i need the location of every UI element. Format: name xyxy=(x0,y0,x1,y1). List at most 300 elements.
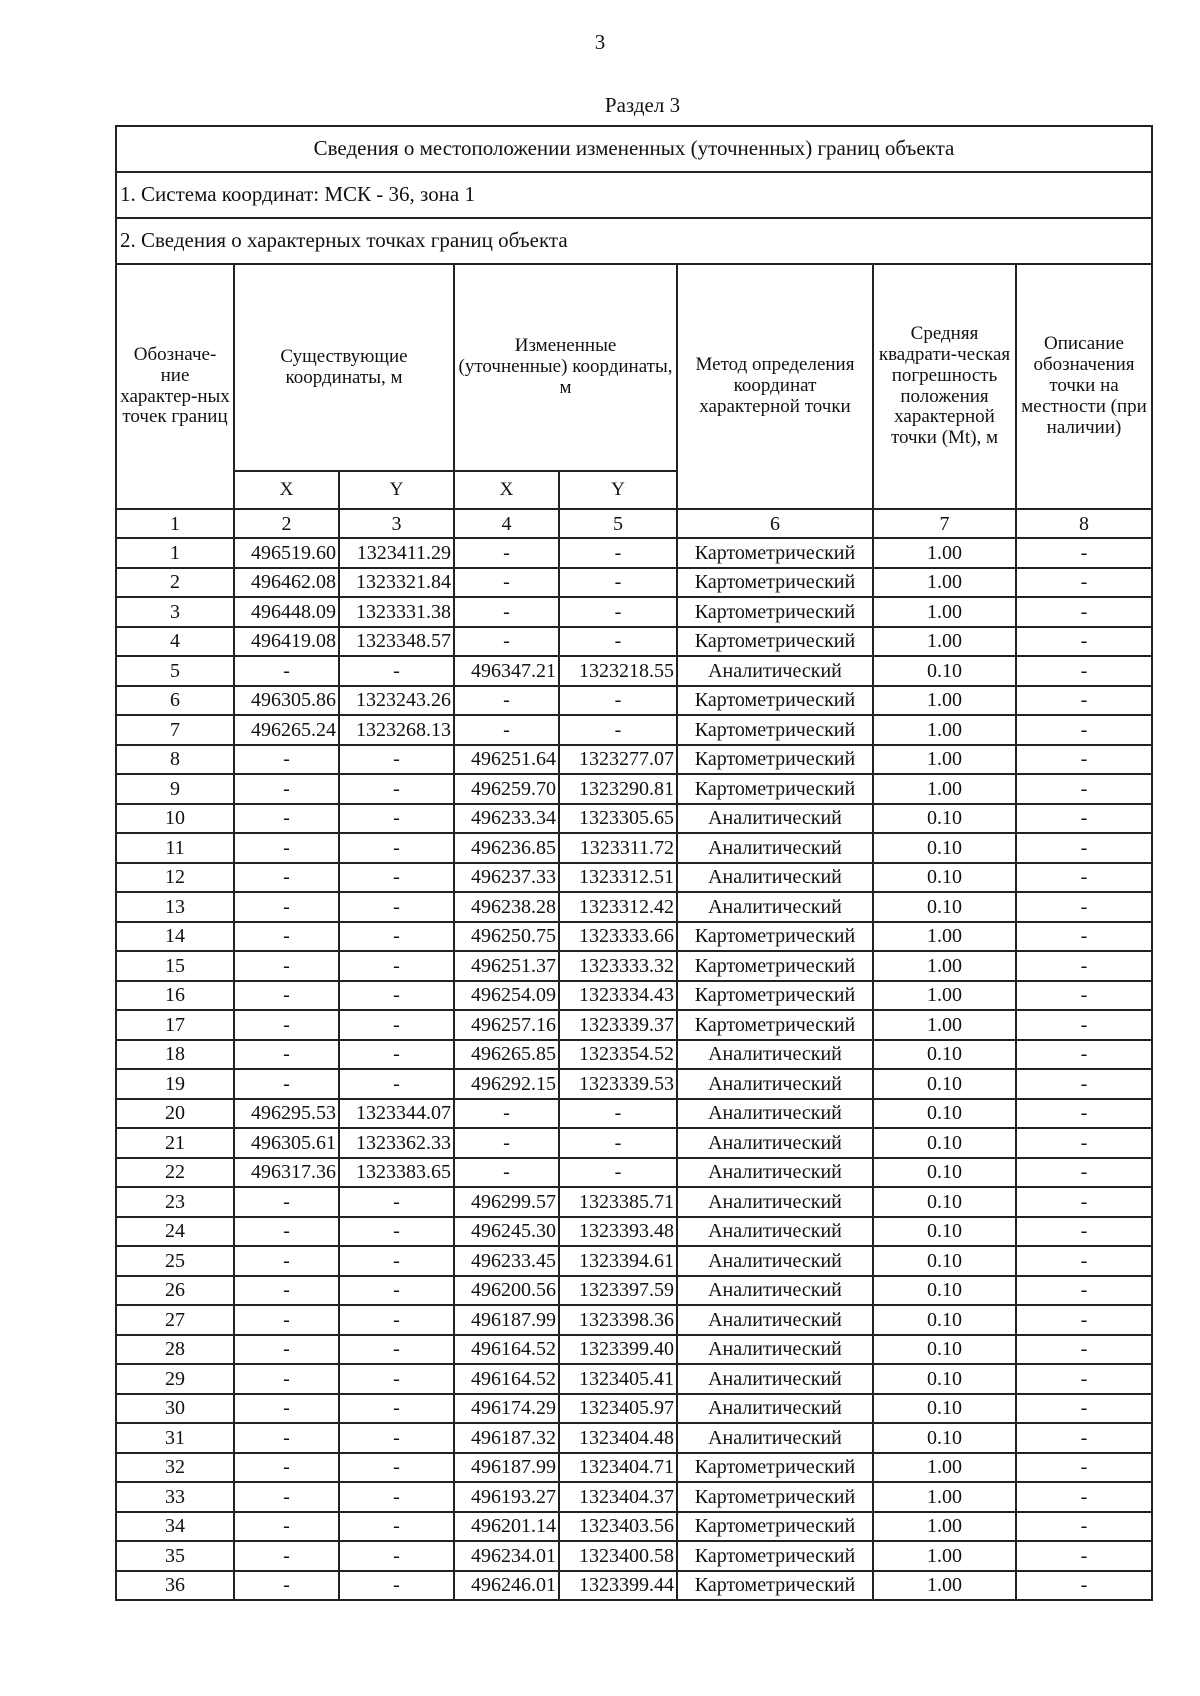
table-row xyxy=(116,804,1152,834)
cell-description: - xyxy=(1016,1187,1152,1217)
cell-changed-x: - xyxy=(454,597,559,627)
cell-existing-y: 1323243.26 xyxy=(339,686,454,716)
cell-changed-y: 1323333.66 xyxy=(559,922,677,952)
cell-changed-x: 496200.56 xyxy=(454,1276,559,1306)
cell-existing-y: - xyxy=(339,1069,454,1099)
cell-existing-x: 496462.08 xyxy=(234,568,339,598)
cell-point-id: 16 xyxy=(116,981,234,1011)
table-row xyxy=(116,686,1152,716)
cell-existing-x: - xyxy=(234,1010,339,1040)
cell-existing-x: - xyxy=(234,1541,339,1571)
cell-method: Аналитический xyxy=(677,1246,873,1276)
cell-changed-x: 496257.16 xyxy=(454,1010,559,1040)
col-number: 5 xyxy=(559,509,677,538)
cell-changed-y: 1323385.71 xyxy=(559,1187,677,1217)
cell-existing-y: - xyxy=(339,656,454,686)
cell-existing-x: - xyxy=(234,1305,339,1335)
cell-changed-x: - xyxy=(454,538,559,568)
cell-existing-x: - xyxy=(234,1276,339,1306)
table-row xyxy=(116,951,1152,981)
cell-description: - xyxy=(1016,1335,1152,1365)
cell-method: Аналитический xyxy=(677,804,873,834)
cell-existing-y: - xyxy=(339,1335,454,1365)
cell-error: 0.10 xyxy=(873,1099,1016,1129)
cell-error: 0.10 xyxy=(873,1040,1016,1070)
header-method: Метод определения координат характерной точки xyxy=(677,264,873,509)
cell-error: 1.00 xyxy=(873,1010,1016,1040)
cell-changed-y: - xyxy=(559,1099,677,1129)
cell-changed-y: 1323312.42 xyxy=(559,892,677,922)
cell-existing-y: - xyxy=(339,1364,454,1394)
cell-existing-x: - xyxy=(234,1069,339,1099)
cell-existing-y: 1323362.33 xyxy=(339,1128,454,1158)
table-row xyxy=(116,1423,1152,1453)
cell-existing-x: 496295.53 xyxy=(234,1099,339,1129)
table-row xyxy=(116,981,1152,1011)
table-row xyxy=(116,892,1152,922)
cell-description: - xyxy=(1016,1128,1152,1158)
cell-existing-y: 1323344.07 xyxy=(339,1099,454,1129)
cell-error: 0.10 xyxy=(873,1423,1016,1453)
cell-existing-y: - xyxy=(339,1541,454,1571)
cell-description: - xyxy=(1016,1571,1152,1601)
cell-existing-x: - xyxy=(234,1423,339,1453)
cell-error: 1.00 xyxy=(873,981,1016,1011)
cell-error: 0.10 xyxy=(873,1158,1016,1188)
cell-point-id: 9 xyxy=(116,774,234,804)
cell-description: - xyxy=(1016,1276,1152,1306)
cell-changed-y: 1323277.07 xyxy=(559,745,677,775)
page-number: 3 xyxy=(594,30,606,54)
cell-point-id: 18 xyxy=(116,1040,234,1070)
cell-description: - xyxy=(1016,656,1152,686)
col-number: 2 xyxy=(234,509,339,538)
cell-description: - xyxy=(1016,1364,1152,1394)
cell-changed-x: - xyxy=(454,715,559,745)
cell-error: 1.00 xyxy=(873,1541,1016,1571)
cell-error: 1.00 xyxy=(873,774,1016,804)
cell-existing-x: 496519.60 xyxy=(234,538,339,568)
cell-error: 0.10 xyxy=(873,863,1016,893)
column-numbers-row xyxy=(116,509,1152,538)
cell-changed-x: 496236.85 xyxy=(454,833,559,863)
cell-description: - xyxy=(1016,1099,1152,1129)
cell-point-id: 19 xyxy=(116,1069,234,1099)
cell-method: Картометрический xyxy=(677,922,873,952)
table-row xyxy=(116,1512,1152,1542)
header-changed-y: Y xyxy=(559,471,677,509)
table-row xyxy=(116,1099,1152,1129)
cell-changed-y: 1323312.51 xyxy=(559,863,677,893)
cell-error: 0.10 xyxy=(873,1217,1016,1247)
table-row xyxy=(116,1217,1152,1247)
cell-point-id: 27 xyxy=(116,1305,234,1335)
cell-existing-x: - xyxy=(234,833,339,863)
cell-changed-y: 1323405.97 xyxy=(559,1394,677,1424)
cell-existing-x: - xyxy=(234,951,339,981)
cell-point-id: 21 xyxy=(116,1128,234,1158)
col-number: 6 xyxy=(677,509,873,538)
cell-point-id: 30 xyxy=(116,1394,234,1424)
cell-changed-x: - xyxy=(454,686,559,716)
cell-method: Картометрический xyxy=(677,627,873,657)
col-number: 4 xyxy=(454,509,559,538)
cell-method: Аналитический xyxy=(677,892,873,922)
cell-changed-y: - xyxy=(559,568,677,598)
cell-existing-x: - xyxy=(234,1217,339,1247)
table-row xyxy=(116,1246,1152,1276)
table-row xyxy=(116,745,1152,775)
cell-point-id: 2 xyxy=(116,568,234,598)
cell-point-id: 1 xyxy=(116,538,234,568)
col-number: 7 xyxy=(873,509,1016,538)
cell-method: Аналитический xyxy=(677,1040,873,1070)
cell-description: - xyxy=(1016,745,1152,775)
cell-existing-y: - xyxy=(339,1040,454,1070)
cell-description: - xyxy=(1016,1217,1152,1247)
cell-existing-x: - xyxy=(234,922,339,952)
table-row xyxy=(116,863,1152,893)
cell-point-id: 12 xyxy=(116,863,234,893)
cell-changed-x: - xyxy=(454,1128,559,1158)
cell-point-id: 14 xyxy=(116,922,234,952)
cell-existing-x: - xyxy=(234,1335,339,1365)
cell-changed-y: 1323404.71 xyxy=(559,1453,677,1483)
cell-existing-y: - xyxy=(339,1482,454,1512)
cell-description: - xyxy=(1016,686,1152,716)
cell-description: - xyxy=(1016,1453,1152,1483)
cell-changed-x: 496347.21 xyxy=(454,656,559,686)
cell-changed-y: - xyxy=(559,715,677,745)
cell-changed-x: 496251.64 xyxy=(454,745,559,775)
cell-changed-y: - xyxy=(559,686,677,716)
cell-changed-x: - xyxy=(454,568,559,598)
cell-existing-y: 1323321.84 xyxy=(339,568,454,598)
table-row xyxy=(116,568,1152,598)
cell-changed-x: - xyxy=(454,1099,559,1129)
cell-existing-y: - xyxy=(339,1217,454,1247)
cell-changed-x: 496246.01 xyxy=(454,1571,559,1601)
cell-point-id: 28 xyxy=(116,1335,234,1365)
cell-method: Картометрический xyxy=(677,538,873,568)
cell-error: 1.00 xyxy=(873,568,1016,598)
cell-changed-y: 1323305.65 xyxy=(559,804,677,834)
cell-method: Картометрический xyxy=(677,1010,873,1040)
cell-method: Картометрический xyxy=(677,951,873,981)
cell-existing-y: - xyxy=(339,1571,454,1601)
cell-method: Аналитический xyxy=(677,1423,873,1453)
cell-method: Картометрический xyxy=(677,715,873,745)
cell-method: Картометрический xyxy=(677,745,873,775)
cell-method: Аналитический xyxy=(677,1217,873,1247)
cell-description: - xyxy=(1016,804,1152,834)
cell-changed-y: - xyxy=(559,1158,677,1188)
cell-point-id: 5 xyxy=(116,656,234,686)
table-row xyxy=(116,627,1152,657)
cell-description: - xyxy=(1016,951,1152,981)
cell-existing-y: - xyxy=(339,833,454,863)
cell-error: 0.10 xyxy=(873,1128,1016,1158)
cell-changed-x: 496187.99 xyxy=(454,1453,559,1483)
cell-existing-y: - xyxy=(339,981,454,1011)
cell-error: 1.00 xyxy=(873,1453,1016,1483)
cell-existing-y: - xyxy=(339,774,454,804)
cell-existing-x: - xyxy=(234,1512,339,1542)
cell-changed-y: 1323334.43 xyxy=(559,981,677,1011)
cell-description: - xyxy=(1016,1394,1152,1424)
cell-point-id: 29 xyxy=(116,1364,234,1394)
cell-changed-y: 1323354.52 xyxy=(559,1040,677,1070)
cell-changed-y: 1323403.56 xyxy=(559,1512,677,1542)
cell-changed-y: - xyxy=(559,538,677,568)
cell-point-id: 35 xyxy=(116,1541,234,1571)
table-row xyxy=(116,1335,1152,1365)
header-description: Описание обозначения точки на местности (при наличии) xyxy=(1016,264,1152,509)
cell-method: Аналитический xyxy=(677,1276,873,1306)
cell-existing-x: - xyxy=(234,804,339,834)
cell-changed-x: 496233.34 xyxy=(454,804,559,834)
cell-error: 0.10 xyxy=(873,1276,1016,1306)
cell-description: - xyxy=(1016,1069,1152,1099)
header-existing: Существующие координаты, м xyxy=(234,264,454,471)
cell-description: - xyxy=(1016,833,1152,863)
cell-description: - xyxy=(1016,1246,1152,1276)
header-changed-x: X xyxy=(454,471,559,509)
cell-description: - xyxy=(1016,597,1152,627)
table-row xyxy=(116,774,1152,804)
cell-existing-x: - xyxy=(234,892,339,922)
cell-point-id: 13 xyxy=(116,892,234,922)
cell-changed-y: 1323404.37 xyxy=(559,1482,677,1512)
cell-description: - xyxy=(1016,1482,1152,1512)
cell-method: Аналитический xyxy=(677,1305,873,1335)
cell-existing-x: - xyxy=(234,1571,339,1601)
cell-method: Аналитический xyxy=(677,1364,873,1394)
cell-method: Картометрический xyxy=(677,597,873,627)
cell-existing-x: - xyxy=(234,1364,339,1394)
cell-point-id: 22 xyxy=(116,1158,234,1188)
cell-changed-x: 496251.37 xyxy=(454,951,559,981)
table-row xyxy=(116,1069,1152,1099)
cell-error: 1.00 xyxy=(873,538,1016,568)
cell-existing-x: - xyxy=(234,1453,339,1483)
table-row xyxy=(116,1187,1152,1217)
col-number: 1 xyxy=(116,509,234,538)
cell-changed-x: 496234.01 xyxy=(454,1541,559,1571)
cell-existing-y: - xyxy=(339,745,454,775)
cell-existing-y: - xyxy=(339,1394,454,1424)
cell-error: 1.00 xyxy=(873,686,1016,716)
cell-changed-x: 496292.15 xyxy=(454,1069,559,1099)
table-row xyxy=(116,1482,1152,1512)
cell-existing-x: 496305.61 xyxy=(234,1128,339,1158)
cell-description: - xyxy=(1016,1512,1152,1542)
table-row xyxy=(116,1541,1152,1571)
header-changed: Измененные (уточненные) координаты, м xyxy=(454,264,677,471)
table-row xyxy=(116,1305,1152,1335)
cell-method: Аналитический xyxy=(677,656,873,686)
cell-changed-y: 1323393.48 xyxy=(559,1217,677,1247)
cell-error: 1.00 xyxy=(873,597,1016,627)
cell-point-id: 6 xyxy=(116,686,234,716)
cell-changed-y: 1323398.36 xyxy=(559,1305,677,1335)
cell-error: 0.10 xyxy=(873,804,1016,834)
cell-changed-y: - xyxy=(559,627,677,657)
cell-changed-y: 1323339.53 xyxy=(559,1069,677,1099)
section-title: Раздел 3 xyxy=(604,93,681,117)
cell-changed-x: 496265.85 xyxy=(454,1040,559,1070)
cell-method: Аналитический xyxy=(677,1128,873,1158)
cell-existing-y: - xyxy=(339,1453,454,1483)
cell-existing-y: - xyxy=(339,1276,454,1306)
cell-existing-x: - xyxy=(234,745,339,775)
cell-existing-y: 1323331.38 xyxy=(339,597,454,627)
cell-existing-x: - xyxy=(234,863,339,893)
cell-existing-y: - xyxy=(339,1423,454,1453)
cell-method: Картометрический xyxy=(677,1512,873,1542)
cell-point-id: 32 xyxy=(116,1453,234,1483)
cell-changed-y: 1323399.40 xyxy=(559,1335,677,1365)
cell-changed-x: 496259.70 xyxy=(454,774,559,804)
cell-description: - xyxy=(1016,715,1152,745)
table-row xyxy=(116,597,1152,627)
cell-changed-x: 496254.09 xyxy=(454,981,559,1011)
cell-point-id: 4 xyxy=(116,627,234,657)
cell-changed-y: - xyxy=(559,597,677,627)
cell-changed-x: 496174.29 xyxy=(454,1394,559,1424)
cell-existing-y: - xyxy=(339,804,454,834)
col-number: 8 xyxy=(1016,509,1152,538)
cell-existing-x: 496419.08 xyxy=(234,627,339,657)
cell-method: Картометрический xyxy=(677,568,873,598)
cell-method: Аналитический xyxy=(677,1099,873,1129)
cell-description: - xyxy=(1016,892,1152,922)
cell-method: Аналитический xyxy=(677,1069,873,1099)
cell-point-id: 10 xyxy=(116,804,234,834)
cell-existing-x: 496317.36 xyxy=(234,1158,339,1188)
cell-description: - xyxy=(1016,1305,1152,1335)
table-row xyxy=(116,1394,1152,1424)
cell-point-id: 23 xyxy=(116,1187,234,1217)
cell-point-id: 25 xyxy=(116,1246,234,1276)
cell-existing-x: - xyxy=(234,1246,339,1276)
cell-existing-x: 496448.09 xyxy=(234,597,339,627)
cell-method: Аналитический xyxy=(677,863,873,893)
cell-description: - xyxy=(1016,1158,1152,1188)
cell-point-id: 33 xyxy=(116,1482,234,1512)
cell-existing-y: - xyxy=(339,1246,454,1276)
cell-description: - xyxy=(1016,538,1152,568)
cell-changed-x: 496193.27 xyxy=(454,1482,559,1512)
cell-point-id: 15 xyxy=(116,951,234,981)
boundary-points-table xyxy=(115,125,1153,1601)
cell-changed-x: 496187.32 xyxy=(454,1423,559,1453)
cell-point-id: 3 xyxy=(116,597,234,627)
cell-method: Аналитический xyxy=(677,1187,873,1217)
cell-changed-x: 496238.28 xyxy=(454,892,559,922)
cell-method: Картометрический xyxy=(677,774,873,804)
cell-error: 0.10 xyxy=(873,1364,1016,1394)
cell-changed-y: 1323397.59 xyxy=(559,1276,677,1306)
cell-description: - xyxy=(1016,922,1152,952)
cell-changed-y: 1323399.44 xyxy=(559,1571,677,1601)
cell-existing-y: - xyxy=(339,863,454,893)
cell-error: 0.10 xyxy=(873,1069,1016,1099)
table-row xyxy=(116,922,1152,952)
table-row xyxy=(116,656,1152,686)
cell-error: 0.10 xyxy=(873,656,1016,686)
cell-error: 1.00 xyxy=(873,1482,1016,1512)
cell-existing-y: - xyxy=(339,1187,454,1217)
header-existing-y: Y xyxy=(339,471,454,509)
cell-point-id: 26 xyxy=(116,1276,234,1306)
cell-existing-x: - xyxy=(234,774,339,804)
cell-description: - xyxy=(1016,568,1152,598)
cell-changed-y: 1323400.58 xyxy=(559,1541,677,1571)
cell-existing-x: - xyxy=(234,1040,339,1070)
cell-changed-y: 1323404.48 xyxy=(559,1423,677,1453)
points-heading: 2. Сведения о характерных точках границ объекта xyxy=(116,218,1152,264)
table-row xyxy=(116,715,1152,745)
cell-changed-x: - xyxy=(454,627,559,657)
cell-description: - xyxy=(1016,774,1152,804)
cell-existing-x: - xyxy=(234,981,339,1011)
cell-existing-y: - xyxy=(339,892,454,922)
cell-existing-y: - xyxy=(339,951,454,981)
cell-description: - xyxy=(1016,863,1152,893)
cell-changed-x: 496201.14 xyxy=(454,1512,559,1542)
cell-point-id: 34 xyxy=(116,1512,234,1542)
cell-changed-y: 1323394.61 xyxy=(559,1246,677,1276)
cell-changed-y: 1323339.37 xyxy=(559,1010,677,1040)
cell-changed-x: 496187.99 xyxy=(454,1305,559,1335)
cell-method: Картометрический xyxy=(677,686,873,716)
cell-changed-x: 496245.30 xyxy=(454,1217,559,1247)
cell-existing-x: - xyxy=(234,656,339,686)
cell-existing-x: - xyxy=(234,1394,339,1424)
cell-changed-x: 496299.57 xyxy=(454,1187,559,1217)
cell-description: - xyxy=(1016,1040,1152,1070)
cell-method: Картометрический xyxy=(677,981,873,1011)
cell-changed-x: 496250.75 xyxy=(454,922,559,952)
cell-existing-y: - xyxy=(339,1512,454,1542)
cell-error: 0.10 xyxy=(873,1335,1016,1365)
table-row xyxy=(116,538,1152,568)
cell-point-id: 20 xyxy=(116,1099,234,1129)
header-error: Средняя квадрати-ческая погрешность положения характерной точки (Mt), м xyxy=(873,264,1016,509)
cell-error: 1.00 xyxy=(873,627,1016,657)
cell-existing-y: - xyxy=(339,1305,454,1335)
cell-point-id: 7 xyxy=(116,715,234,745)
table-row xyxy=(116,1276,1152,1306)
cell-error: 1.00 xyxy=(873,1512,1016,1542)
cell-existing-y: 1323411.29 xyxy=(339,538,454,568)
table-row xyxy=(116,1040,1152,1070)
cell-existing-x: 496265.24 xyxy=(234,715,339,745)
table-row xyxy=(116,1128,1152,1158)
cell-method: Аналитический xyxy=(677,1394,873,1424)
header-point: Обозначе-ние характер-ных точек границ xyxy=(116,264,234,509)
col-number: 3 xyxy=(339,509,454,538)
cell-changed-y: 1323405.41 xyxy=(559,1364,677,1394)
cell-existing-x: - xyxy=(234,1187,339,1217)
cell-point-id: 36 xyxy=(116,1571,234,1601)
cell-description: - xyxy=(1016,1541,1152,1571)
cell-changed-y: - xyxy=(559,1128,677,1158)
cell-existing-x: 496305.86 xyxy=(234,686,339,716)
cell-changed-y: 1323290.81 xyxy=(559,774,677,804)
cell-error: 0.10 xyxy=(873,1246,1016,1276)
